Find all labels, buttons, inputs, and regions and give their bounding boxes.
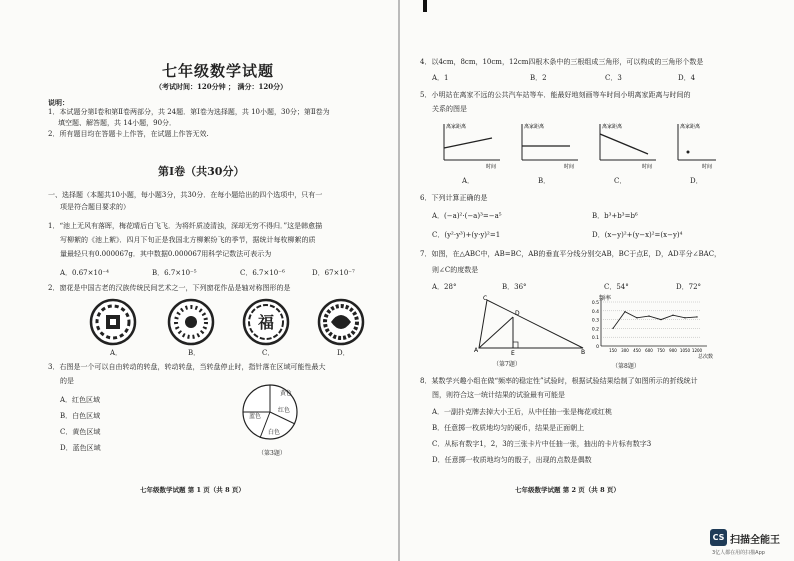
y-tick-label: 0.5 (591, 301, 599, 306)
x-tick-label: 150 (609, 348, 617, 353)
watermark-brand: 扫描全能王 (730, 535, 780, 546)
data-point (612, 328, 613, 329)
q3-line2: 的是 (60, 377, 74, 385)
q2-option-d: D． (337, 349, 350, 357)
watermark-sub: 3亿人都在用的扫描App (712, 550, 765, 556)
paper-cut-d-icon (319, 300, 363, 344)
q6-option-d: D．(x−y)²+(y−x)²=(x−y)⁴ (592, 231, 683, 239)
chart-x-ticks (609, 348, 702, 353)
graph-d (678, 123, 716, 170)
paper-cut-a-icon (91, 300, 135, 344)
q5-option-d: D． (690, 177, 703, 185)
q4-stem: 4．以4cm，8cm，10cm，12cm四根木条中的三根组成三角形，可以构成的三角形个数是 (420, 58, 704, 66)
svg-text:离家距离: 离家距离 (524, 124, 545, 130)
y-tick-label: 0.1 (591, 336, 599, 342)
instruction-2: 项是符合题目要求的） (60, 203, 130, 211)
q2-option-a: A． (110, 349, 123, 357)
fig7-caption: （第7题） (493, 361, 521, 368)
label-d: D (515, 310, 520, 317)
q4-option-d: D．4 (678, 74, 696, 82)
x-tick-label: 600 (645, 348, 653, 353)
data-point (624, 311, 625, 312)
graph-b (522, 123, 578, 170)
chart-ylabel: 频率 (599, 295, 612, 302)
q1-line1: 1．“池上无风有落晖，梅花晴后白飞飞．为将纤质凌清浊，深却无穷不得归．”这是韩愈描 (48, 222, 323, 230)
wheel-label-red: 红色 (278, 407, 291, 414)
wheel-label-blue: 蓝色 (249, 413, 262, 420)
chart-axes (601, 298, 707, 346)
note-label: 说明： (48, 98, 69, 107)
y-tick-label: 0 (596, 345, 599, 350)
section-title: 第Ⅰ卷（共30分） (158, 165, 245, 178)
left-footer: 七年级数学试题 第 1 页（共 8 页） (140, 486, 245, 494)
graph-a (444, 123, 500, 170)
data-point (672, 315, 673, 316)
q4-option-b: B．2 (530, 74, 547, 82)
q8-line1: 8．某数学兴趣小组在做“频率的稳定性”试验时，根据试验结果绘制了如图所示的折线统计 (420, 377, 698, 385)
exam-info: （考试时间：120分钟 ； 满分：120分） (155, 82, 288, 91)
q3-option-d: D．蓝色区域 (60, 444, 101, 452)
q7-line2: 则∠C的度数是 (432, 266, 479, 274)
svg-text:时间: 时间 (564, 164, 575, 170)
label-c: C (483, 295, 488, 302)
q8-option-b: B．任意掷一枚质地均匀的硬币，结果是正面朝上 (432, 424, 585, 432)
page-divider (398, 0, 400, 561)
wheel-label-yellow: 黄色 (280, 390, 293, 397)
x-tick-label: 1200 (691, 348, 703, 353)
x-tick-label: 1050 (679, 348, 691, 353)
chart-xlabel: 总次数 (698, 354, 714, 360)
q8-line2: 图，则符合这一统计结果的试验最有可能是 (432, 391, 565, 399)
q7-option-b: B．36° (502, 283, 527, 291)
svg-text:离家距离: 离家距离 (680, 124, 701, 130)
camscanner-logo-icon: CS (710, 529, 727, 546)
data-point (648, 315, 649, 316)
paper-cut-b-icon (169, 300, 213, 344)
note-1a: 1．本试题分第Ⅰ卷和第Ⅱ卷两部分，共 24题．第Ⅰ卷为选择题，共 10小题，30分；第Ⅱ卷为 (48, 108, 330, 116)
data-point (696, 316, 697, 317)
q1-option-b: B．6.7×10⁻⁵ (152, 269, 197, 277)
q2-option-b: B． (188, 349, 201, 357)
spinner-wheel (240, 382, 300, 442)
q1-line3: 量最轻只有0.000067g．其中数据0.000067用科学记数法可表示为 (60, 250, 272, 258)
q5-option-b: B． (538, 177, 551, 185)
chart-y-ticks (592, 300, 701, 350)
right-page (400, 0, 794, 561)
y-tick-label: 0.4 (591, 309, 599, 315)
instruction-1: 一、选择题（本题共10小题，每小题3分，共30分．在每小题给出的四个选项中，只有一 (48, 191, 323, 199)
data-point (660, 319, 661, 320)
svg-text:离家距离: 离家距离 (446, 124, 467, 130)
q3-option-c: C．黄色区域 (60, 428, 101, 436)
q2-option-c: C． (262, 349, 275, 357)
q7-option-c: C．54° (604, 283, 629, 291)
svg-text:离家距离: 离家距离 (602, 124, 623, 130)
data-point (636, 317, 637, 318)
q8-option-d: D．任意掷一枚质地均匀的骰子，出现的点数是偶数 (432, 456, 592, 464)
frequency-line-chart (585, 292, 720, 360)
x-tick-label: 450 (633, 348, 641, 353)
note-1b: 填空题、解答题，共 14小题，90分． (58, 119, 177, 127)
q5-line1: 5．小明站在离家不远的公共汽车站等车．能最好地刻画等车时间小明离家距离与时间的 (420, 91, 691, 99)
x-tick-label: 300 (621, 348, 629, 353)
q1-line2: 写柳絮的《池上絮》．四月下旬正是我国北方柳絮纷飞的季节，据统计每枚柳絮的质 (60, 236, 316, 244)
svg-text:时间: 时间 (702, 164, 713, 170)
scanner-watermark (710, 527, 794, 561)
q1-option-a: A．0.67×10⁻⁴ (60, 269, 109, 277)
frequency-line (613, 312, 697, 329)
q5-graphs (440, 120, 720, 170)
note-2: 2．所有题目均在答题卡上作答，在试题上作答无效. (48, 130, 209, 138)
paper-cut-c-icon (244, 300, 288, 344)
q6-option-c: C．(y²·y³)+(y·y)²=1 (432, 231, 501, 239)
exam-title: 七年级数学试题 (162, 62, 275, 80)
fig8-caption: （第8题） (612, 363, 640, 370)
y-tick-label: 0.2 (591, 327, 599, 333)
y-tick-label: 0.3 (591, 318, 599, 324)
q8-option-c: C．从标有数字1，2，3的三张卡片中任抽一张，抽出的卡片标有数字3 (432, 440, 652, 448)
q5-option-a: A． (462, 177, 475, 185)
q7-line1: 7．如图，在△ABC中，AB=BC，AB的垂直平分线分别交AB，BC于点E，D，AD平分∠BAC， (420, 250, 722, 258)
q7-option-a: A．28° (432, 283, 457, 291)
q6-option-a: A．(−a)²·(−a)³=−a⁵ (432, 212, 502, 220)
x-tick-label: 900 (669, 348, 677, 353)
q6-stem: 6．下列计算正确的是 (420, 194, 488, 202)
q8-option-a: A．一副扑克牌去掉大小王后，从中任抽一张是梅花或红桃 (432, 408, 613, 416)
q6-option-b: B．b³+b³=b⁶ (592, 212, 638, 220)
q3-line1: 3．右图是一个可以自由转动的转盘，转动转盘，当转盘停止时，指针落在区域可能性最大 (48, 363, 326, 371)
x-tick-label: 750 (657, 348, 665, 353)
label-b: B (581, 349, 586, 356)
q1-option-c: C．6.7×10⁻⁶ (240, 269, 285, 277)
q3-option-b: B．白色区域 (60, 412, 101, 420)
label-e: E (511, 350, 515, 357)
q5-line2: 关系的图是 (432, 105, 467, 113)
triangle-figure (475, 294, 590, 356)
q2-figures (88, 298, 378, 348)
label-a: A (474, 347, 479, 354)
chart-series (612, 311, 697, 329)
svg-text:时间: 时间 (642, 164, 653, 170)
svg-text:时间: 时间 (486, 164, 497, 170)
q4-option-c: C．3 (605, 74, 622, 82)
wheel-label-white: 白色 (268, 429, 281, 436)
q5-option-c: C． (614, 177, 627, 185)
q3-option-a: A．红色区域 (60, 396, 101, 404)
q7-option-d: D．72° (676, 283, 702, 291)
fig3-caption: （第3题） (258, 450, 286, 457)
graph-c (600, 123, 656, 170)
q4-option-a: A．1 (432, 74, 449, 82)
svg-text:福: 福 (257, 313, 275, 332)
q1-option-d: D．67×10⁻⁷ (312, 269, 355, 277)
scan-mark (423, 0, 427, 12)
q2-stem: 2．窗花是中国古老的汉族传统民间艺术之一，下列窗花作品是轴对称图形的是 (48, 284, 291, 292)
data-point (684, 317, 685, 318)
right-footer: 七年级数学试题 第 2 页（共 8 页） (515, 486, 620, 494)
